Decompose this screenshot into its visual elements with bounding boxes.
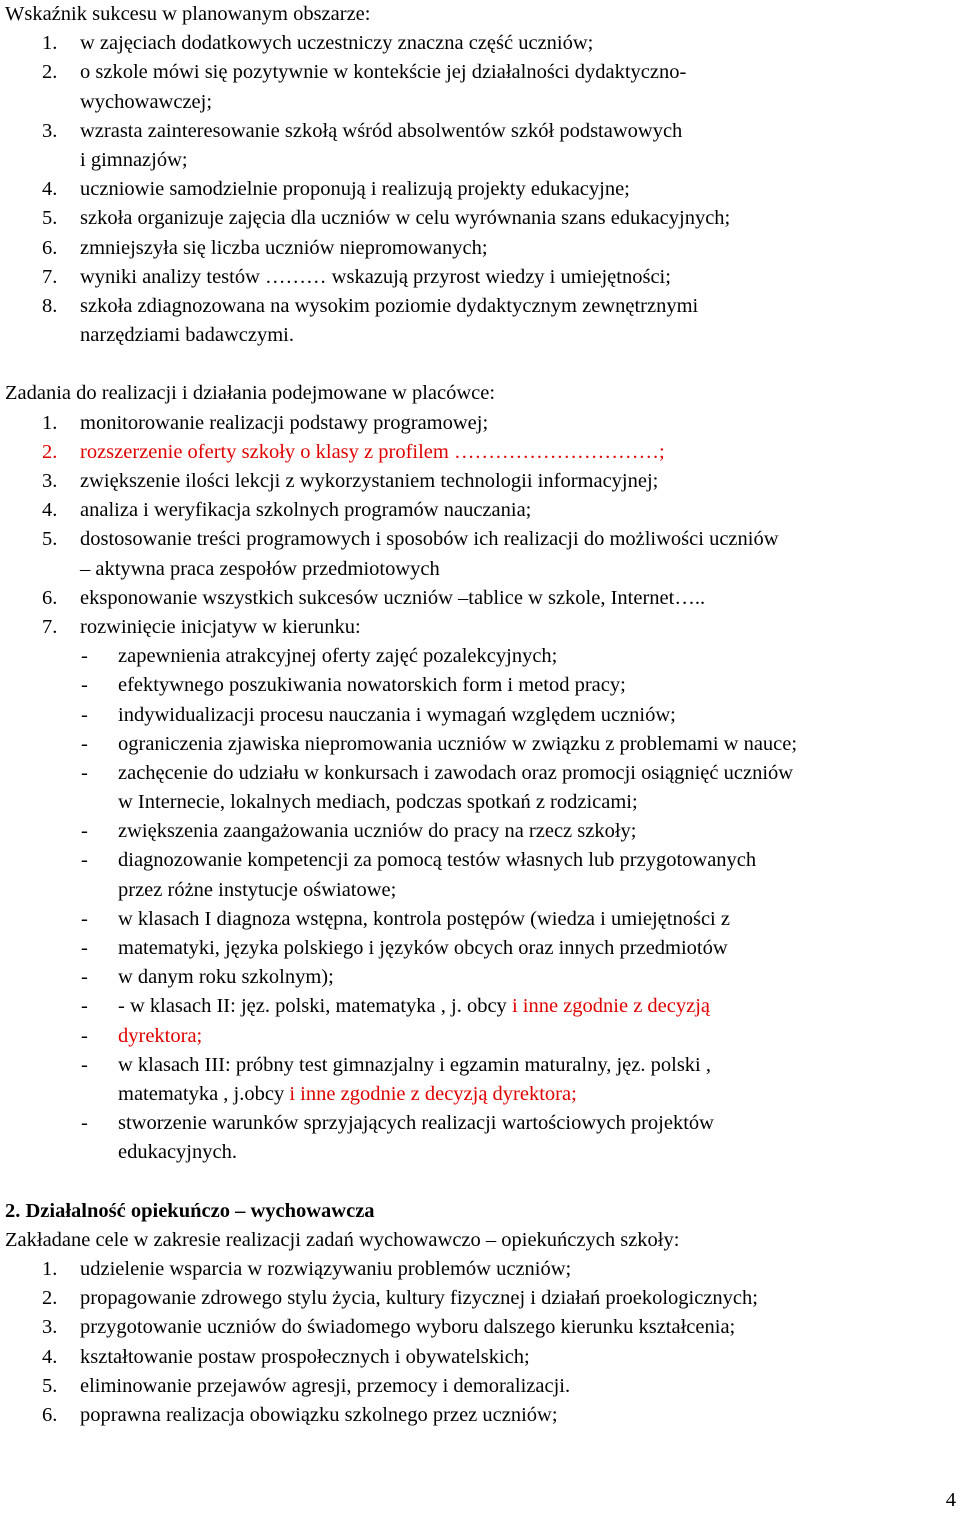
task-item — [5, 409, 957, 438]
item-number: 4. — [42, 499, 58, 522]
item-text: narzędziami badawczymi. — [80, 324, 294, 347]
task-item — [5, 525, 957, 554]
task-item — [5, 584, 957, 613]
indicator-item — [5, 263, 957, 292]
item-text: w danym roku szkolnym); — [118, 966, 334, 989]
page-number: 4 — [945, 1489, 956, 1511]
task-item — [5, 496, 957, 525]
indicator-item — [5, 175, 957, 204]
subtask-item — [5, 992, 957, 1021]
goal-item — [5, 1284, 957, 1313]
item-number: 3. — [42, 119, 58, 142]
subtask-item — [5, 963, 957, 992]
item-text: w klasach III: próbny test gimnazjalny i egzamin maturalny, jęz. polski , — [118, 1053, 711, 1076]
item-number: 2. — [42, 440, 58, 463]
item-text: matematyki, języka polskiego i języków obcych oraz innych przedmiotów — [118, 937, 728, 959]
item-text: indywidualizacji procesu nauczania i wymagań względem uczniów; — [118, 703, 676, 726]
task-item — [5, 555, 957, 584]
item-text: uczniowie samodzielnie proponują i realizują projekty edukacyjne; — [80, 178, 630, 201]
item-text: eliminowanie przejawów agresji, przemocy i demoralizacji. — [80, 1374, 571, 1397]
item-text: udzielenie wsparcia w rozwiązywaniu problemów uczniów; — [80, 1258, 572, 1281]
task-item — [5, 467, 957, 496]
item-text: zmniejszyła się liczba uczniów niepromowanych; — [80, 236, 488, 259]
dash-marker: - — [81, 995, 88, 1018]
item-text: rozszerzenie oferty szkoły o klasy z profilem …………………………; — [80, 440, 665, 463]
subtask-item — [5, 876, 957, 905]
item-text: monitorowanie realizacji podstawy programowej; — [80, 411, 489, 434]
item-text: - w klasach II: jęz. polski, matematyka , j. obcy i inne zgodnie z decyzją — [118, 995, 711, 1018]
red-note: i inne zgodnie z decyzją — [511, 995, 711, 1018]
item-text: stworzenie warunków sprzyjających realizacji wartościowych projektów — [118, 1112, 714, 1135]
dash-marker: - — [81, 907, 88, 930]
item-text: dostosowanie treści programowych i sposobów ich realizacji do możliwości uczniów — [80, 528, 779, 551]
section-heading: Wskaźnik sukcesu w planowanym obszarze: — [5, 3, 371, 25]
section-heading-line — [5, 1197, 957, 1226]
indicator-item — [5, 321, 957, 350]
item-number: 7. — [42, 265, 58, 288]
item-text: przygotowanie uczniów do świadomego wyboru dalszego kierunku kształcenia; — [80, 1316, 736, 1339]
dash-marker: - — [81, 1024, 88, 1047]
task-item — [5, 613, 957, 642]
spacer — [5, 350, 957, 379]
indicator-item — [5, 88, 957, 117]
dash-marker: - — [81, 645, 88, 668]
item-number: 6. — [42, 236, 58, 259]
item-text: w Internecie, lokalnych mediach, podczas spotkań z rodzicami; — [118, 791, 638, 814]
indicator-item — [5, 292, 957, 321]
indicator-item — [5, 234, 957, 263]
subtask-item — [5, 817, 957, 846]
item-text: szkoła zdiagnozowana na wysokim poziomie dydaktycznym zewnętrznymi — [80, 294, 699, 317]
spacer — [5, 1168, 957, 1197]
subtask-item — [5, 846, 957, 875]
section-heading-line — [5, 0, 957, 29]
item-text: w zajęciach dodatkowych uczestniczy znaczna część uczniów; — [80, 32, 594, 55]
goal-item — [5, 1313, 957, 1342]
item-text: i gimnazjów; — [80, 148, 188, 171]
indicator-item — [5, 204, 957, 233]
item-text: zwiększenie ilości lekcji z wykorzystaniem technologii informacyjnej; — [80, 470, 659, 492]
subtask-item — [5, 1051, 957, 1080]
item-number: 1. — [42, 32, 58, 55]
indicator-item — [5, 117, 957, 146]
item-number: 1. — [42, 411, 58, 434]
subtask-item — [5, 759, 957, 788]
dash-marker: - — [81, 849, 88, 872]
subtask-item — [5, 1109, 957, 1138]
item-text: przez różne instytucje oświatowe; — [118, 878, 397, 901]
section-heading: 2. Działalność opiekuńczo – wychowawcza — [5, 1199, 375, 1222]
item-number: 3. — [42, 470, 58, 492]
item-number: 7. — [42, 615, 58, 638]
subtask-item — [5, 701, 957, 730]
goal-item — [5, 1343, 957, 1372]
dash-marker: - — [81, 1112, 88, 1135]
dash-marker: - — [81, 674, 88, 697]
item-text: kształtowanie postaw prospołecznych i obywatelskich; — [80, 1345, 530, 1368]
item-number: 2. — [42, 61, 58, 84]
item-text: zapewnienia atrakcyjnej oferty zajęć pozalekcyjnych; — [118, 645, 558, 668]
item-number: 4. — [42, 178, 58, 201]
task-item — [5, 438, 957, 467]
item-text: zwiększenia zaangażowania uczniów do pracy na rzecz szkoły; — [118, 820, 637, 843]
item-text: analiza i weryfikacja szkolnych programów nauczania; — [80, 499, 532, 522]
goal-item — [5, 1401, 957, 1430]
dash-marker: - — [81, 1053, 88, 1076]
subtask-item — [5, 671, 957, 700]
subtask-item — [5, 1022, 957, 1051]
item-text: zachęcenie do udziału w konkursach i zawodach oraz promocji osiągnięć uczniów — [118, 761, 794, 784]
item-text: poprawna realizacja obowiązku szkolnego przez uczniów; — [80, 1404, 558, 1426]
item-text: dyrektora; — [118, 1024, 203, 1047]
item-number: 1. — [42, 1258, 58, 1281]
subtask-item — [5, 1080, 957, 1109]
item-text: edukacyjnych. — [118, 1141, 237, 1164]
dash-marker: - — [81, 732, 88, 755]
section-heading-line — [5, 379, 957, 408]
item-text: wzrasta zainteresowanie szkołą wśród absolwentów szkół podstawowych — [80, 119, 683, 142]
item-number: 6. — [42, 1404, 58, 1426]
item-number: 5. — [42, 528, 58, 551]
red-note: i inne zgodnie z decyzją dyrektora; — [289, 1082, 577, 1105]
subtask-item — [5, 1138, 957, 1167]
item-number: 4. — [42, 1345, 58, 1368]
item-text: o szkole mówi się pozytywnie w kontekście jej działalności dydaktyczno- — [80, 61, 687, 84]
dash-marker: - — [81, 937, 88, 959]
subtask-item — [5, 642, 957, 671]
item-text: – aktywna praca zespołów przedmiotowych — [80, 557, 440, 580]
item-text: propagowanie zdrowego stylu życia, kultury fizycznej i działań proekologicznych; — [80, 1287, 758, 1310]
item-text: diagnozowanie kompetencji za pomocą testów własnych lub przygotowanych — [118, 849, 757, 872]
section-heading: Zadania do realizacji i działania podejmowane w placówce: — [5, 382, 496, 405]
item-text: wychowawczej; — [80, 90, 213, 113]
section-intro: Zakładane cele w zakresie realizacji zadań wychowawczo – opiekuńczych szkoły: — [5, 1228, 680, 1251]
section-intro-line — [5, 1226, 957, 1255]
indicator-item — [5, 146, 957, 175]
item-number: 5. — [42, 1374, 58, 1397]
item-text: w klasach I diagnoza wstępna, kontrola postępów (wiedza i umiejętności z — [118, 907, 730, 930]
subtask-item — [5, 730, 957, 759]
item-text: rozwinięcie inicjatyw w kierunku: — [80, 615, 361, 638]
item-number: 6. — [42, 586, 58, 609]
goal-item — [5, 1255, 957, 1284]
goal-item — [5, 1372, 957, 1401]
indicator-item — [5, 58, 957, 87]
dash-marker: - — [81, 703, 88, 726]
item-number: 2. — [42, 1287, 58, 1310]
subtask-item — [5, 788, 957, 817]
item-number: 8. — [42, 294, 58, 317]
indicator-item — [5, 29, 957, 58]
item-number: 3. — [42, 1316, 58, 1339]
document-page — [5, 0, 957, 1430]
dash-marker: - — [81, 820, 88, 843]
subtask-item — [5, 934, 957, 963]
subtask-item — [5, 905, 957, 934]
item-text: matematyka , j.obcy i inne zgodnie z decyzją dyrektora; — [118, 1082, 577, 1105]
dash-marker: - — [81, 966, 88, 989]
item-number: 5. — [42, 207, 58, 230]
item-text: eksponowanie wszystkich sukcesów uczniów –tablice w szkole, Internet….. — [80, 586, 706, 609]
item-text: wyniki analizy testów ……… wskazują przyrost wiedzy i umiejętności; — [80, 265, 671, 288]
item-text: szkoła organizuje zajęcia dla uczniów w celu wyrównania szans edukacyjnych; — [80, 207, 731, 230]
item-text: ograniczenia zjawiska niepromowania uczniów w związku z problemami w nauce; — [118, 732, 798, 755]
item-text: efektywnego poszukiwania nowatorskich form i metod pracy; — [118, 674, 626, 697]
dash-marker: - — [81, 761, 88, 784]
